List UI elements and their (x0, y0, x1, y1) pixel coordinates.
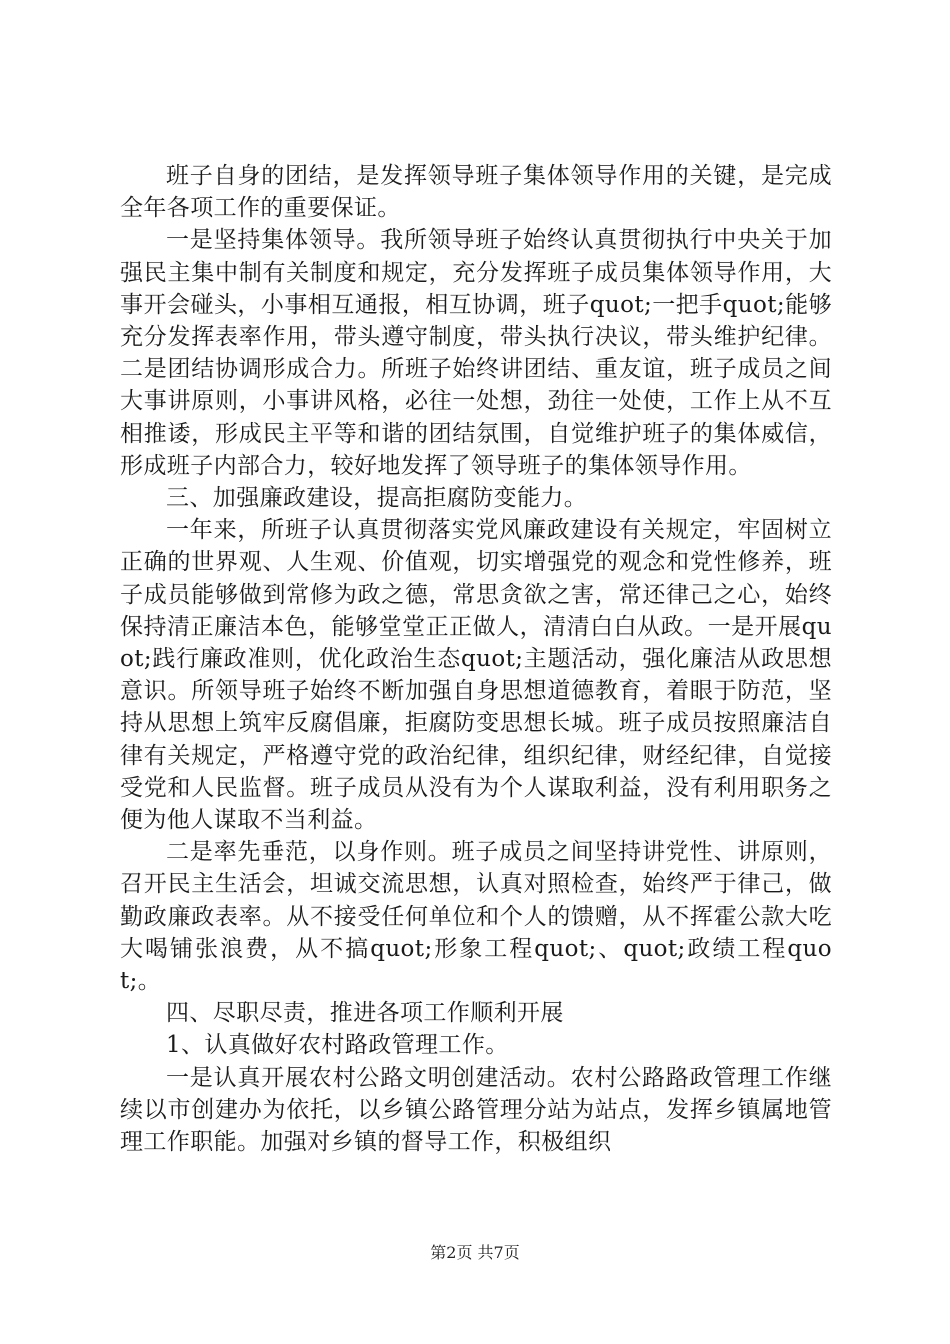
paragraph: 一是认真开展农村公路文明创建活动。农村公路路政管理工作继续以市创建办为依托，以乡镇公路管理分站为站点，发挥乡镇属地管理工作职能。加强对乡镇的督导工作，积极组织 (120, 1064, 832, 1156)
subsection-heading: 1、认真做好农村路政管理工作。 (166, 1032, 509, 1059)
paragraph: 班子自身的团结，是发挥领导班子集体领导作用的关键，是完成全年各项工作的重要保证。 (120, 163, 832, 222)
paragraph: 二是率先垂范，以身作则。班子成员之间坚持讲党性、讲原则，召开民主生活会，坦诚交流思想，认真对照检查，始终严于律己，做勤政廉政表率。从不接受任何单位和个人的馈赠，从不挥霍公款大吃大喝铺张浪费，从不搞quot;形象工程quot;、quot;政绩工程quot;。 (120, 839, 832, 995)
section-heading: 三、加强廉政建设，提高拒腐防变能力。 (166, 485, 588, 512)
page-footer: 第2页 共7页 (430, 1243, 520, 1262)
section-heading: 四、尽职尽责，推进各项工作顺利开展 (166, 1000, 564, 1027)
document-body (120, 160, 832, 1158)
paragraph: 一年来，所班子认真贯彻落实党风廉政建设有关规定，牢固树立正确的世界观、人生观、价值观，切实增强党的观念和党性修养，班子成员能够做到常修为政之德，常思贪欲之害，常还律己之心，始终保持清正廉洁本色，能够堂堂正正做人，清清白白从政。一是开展quot;践行廉政准则，优化政治生态quot;主题活动，强化廉洁从政思想意识。所领导班子始终不断加强自身思想道德教育，着眼于防范，坚持从思想上筑牢反腐倡廉，拒腐防变思想长城。班子成员按照廉洁自律有关规定，严格遵守党的政治纪律，组织纪律，财经纪律，自觉接受党和人民监督。班子成员从没有为个人谋取利益，没有利用职务之便为他人谋取不当利益。 (120, 517, 832, 834)
paragraph: 一是坚持集体领导。我所领导班子始终认真贯彻执行中央关于加强民主集中制有关制度和规定，充分发挥班子成员集体领导作用，大事开会碰头，小事相互通报，相互协调，班子quot;一把手quot;能够充分发挥表率作用，带头遵守制度，带头执行决议，带头维护纪律。二是团结协调形成合力。所班子始终讲团结、重友谊，班子成员之间大事讲原则，小事讲风格，必往一处想，劲往一处使，工作上从不互相推诿，形成民主平等和谐的团结氛围，自觉维护班子的集体威信，形成班子内部合力，较好地发挥了领导班子的集体领导作用。 (120, 227, 832, 479)
